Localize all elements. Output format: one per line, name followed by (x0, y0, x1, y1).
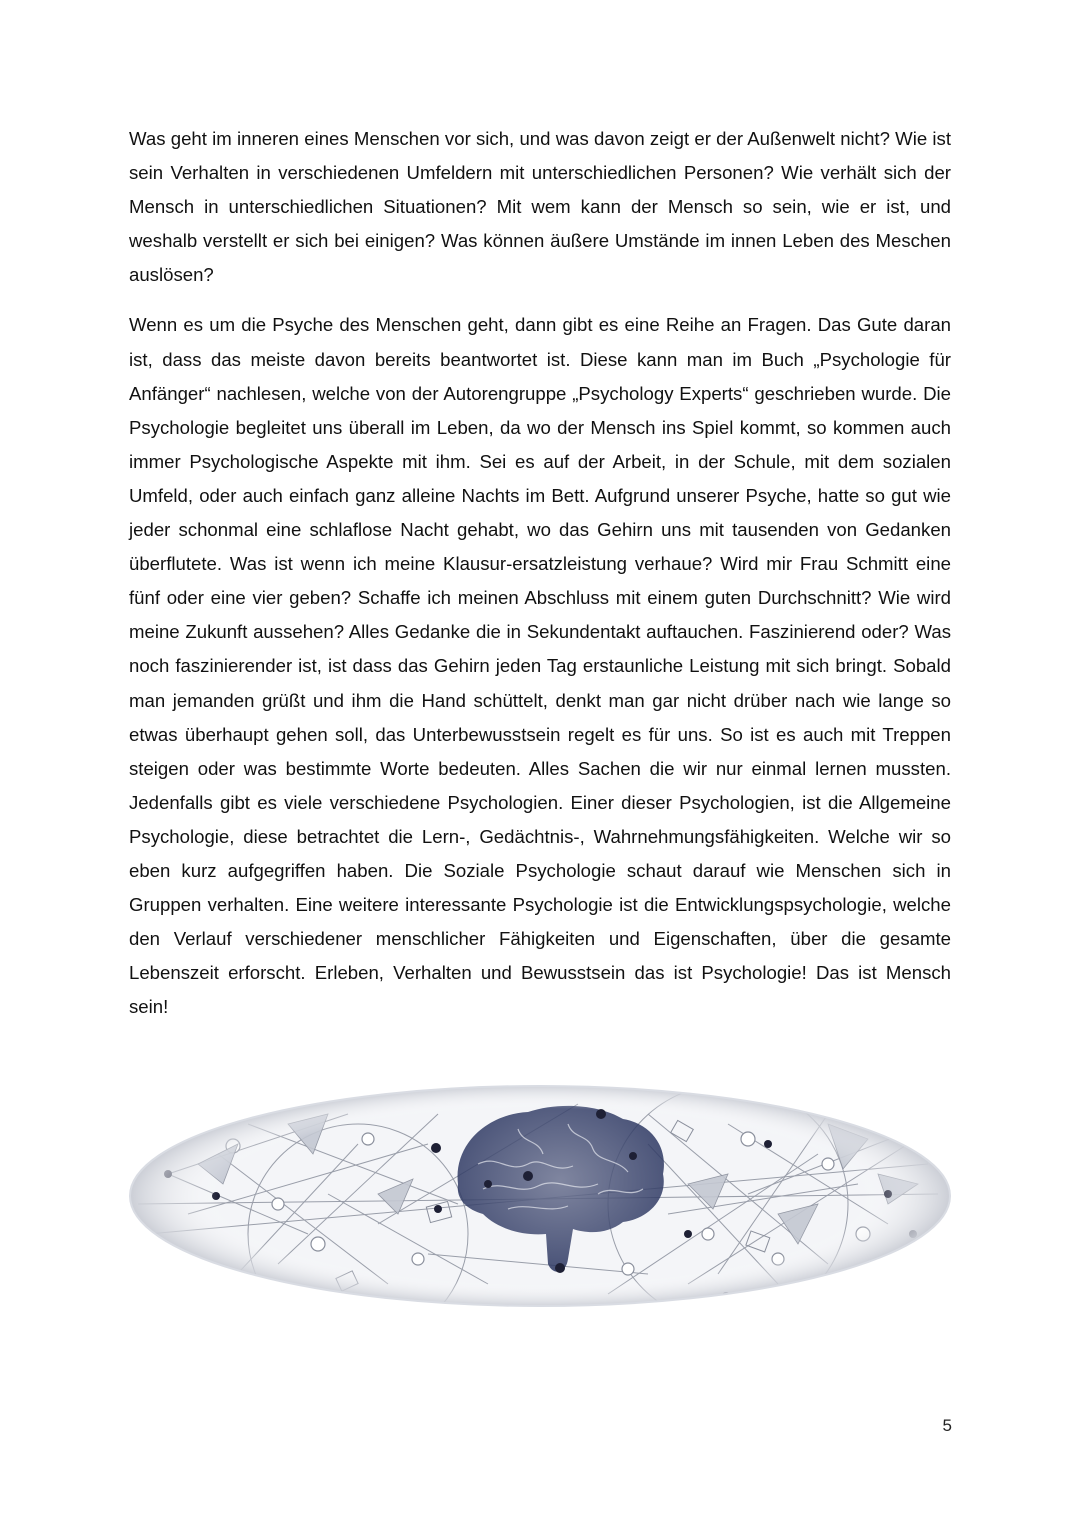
page-number: 5 (942, 1416, 952, 1435)
body-text (129, 122, 951, 1040)
brain-network-illustration (128, 1084, 952, 1308)
paragraph-intro-questions: Was geht im inneren eines Menschen vor sich, und was davon zeigt er der Außenwelt nicht? Wie ist sein Verhalten in verschiedenen Umfeldern mit unterschiedlichen Personen? Wie verhält sich der Mensch in unterschiedlichen Situationen? Mit wem kann der Mensch so sein, wie er ist, und weshalb verstellt er sich bei einigen? Was können äußere Umstände im innen Leben des Meschen auslösen? (129, 128, 951, 286)
paragraph-psychology: Wenn es um die Psyche des Menschen geht, dann gibt es eine Reihe an Fragen. Das Gute daran ist, dass das meiste davon bereits beantwortet ist. Diese kann man im Buch „Psychologie für Anfänger“ nachlesen, welche von der Autorengruppe „Psychology Experts“ geschrieben wurde. Die Psychologie begleitet uns überall im Leben, da wo der Mensch ins Spiel kommt, so kommen auch immer Psychologische Aspekte mit ihm. Sei es auf der Arbeit, in der Schule, mit dem sozialen Umfeld, oder auch einfach ganz alleine Nachts im Bett. Aufgrund unserer Psyche, hatte so gut wie jeder schonmal eine schlaflose Nacht gehabt, wo das Gehirn uns mit tausenden von Gedanken überflutete. Was ist wenn ich meine Klausur-ersatzleistung verhaue? Wird mir Frau Schmitt eine fünf oder eine vier geben? Schaffe ich meinen Abschluss mit einem guten Durchschnitt? Wie wird meine Zukunft aussehen? Alles Gedanke die in Sekundentakt auftauchen. Faszinierend oder? Was noch faszinierender ist, ist dass das Gehirn jeden Tag erstaunliche Leistung mit sich bringt. Sobald man jemanden grüßt und ihm die Hand schüttelt, denkt man gar nicht drüber nach wie lange so etwas überhaupt gehen soll, das Unterbewusstsein regelt es für uns. So ist es auch mit Treppen steigen oder was bestimmte Worte bedeuten. Alles Sachen die wir nur einmal lernen mussten. Jedenfalls gibt es viele verschiedene Psychologien. Einer dieser Psychologien, ist die Allgemeine Psychologie, diese betrachtet die Lern-, Gedächtnis-, Wahrnehmungsfähigkeiten. Welche wir so eben kurz aufgegriffen haben. Die Soziale Psychologie schaut darauf wie Menschen sich in Gruppen verhalten. Eine weitere interessante Psychologie ist die Entwicklungspsychologie, welche den Verlauf verschiedener menschlicher Fähigkeiten und Eigenschaften, über die gesamte Lebenszeit erforscht. Erleben, Verhalten und Bewusstsein das ist Psychologie! Das ist Mensch sein! (129, 314, 951, 1018)
